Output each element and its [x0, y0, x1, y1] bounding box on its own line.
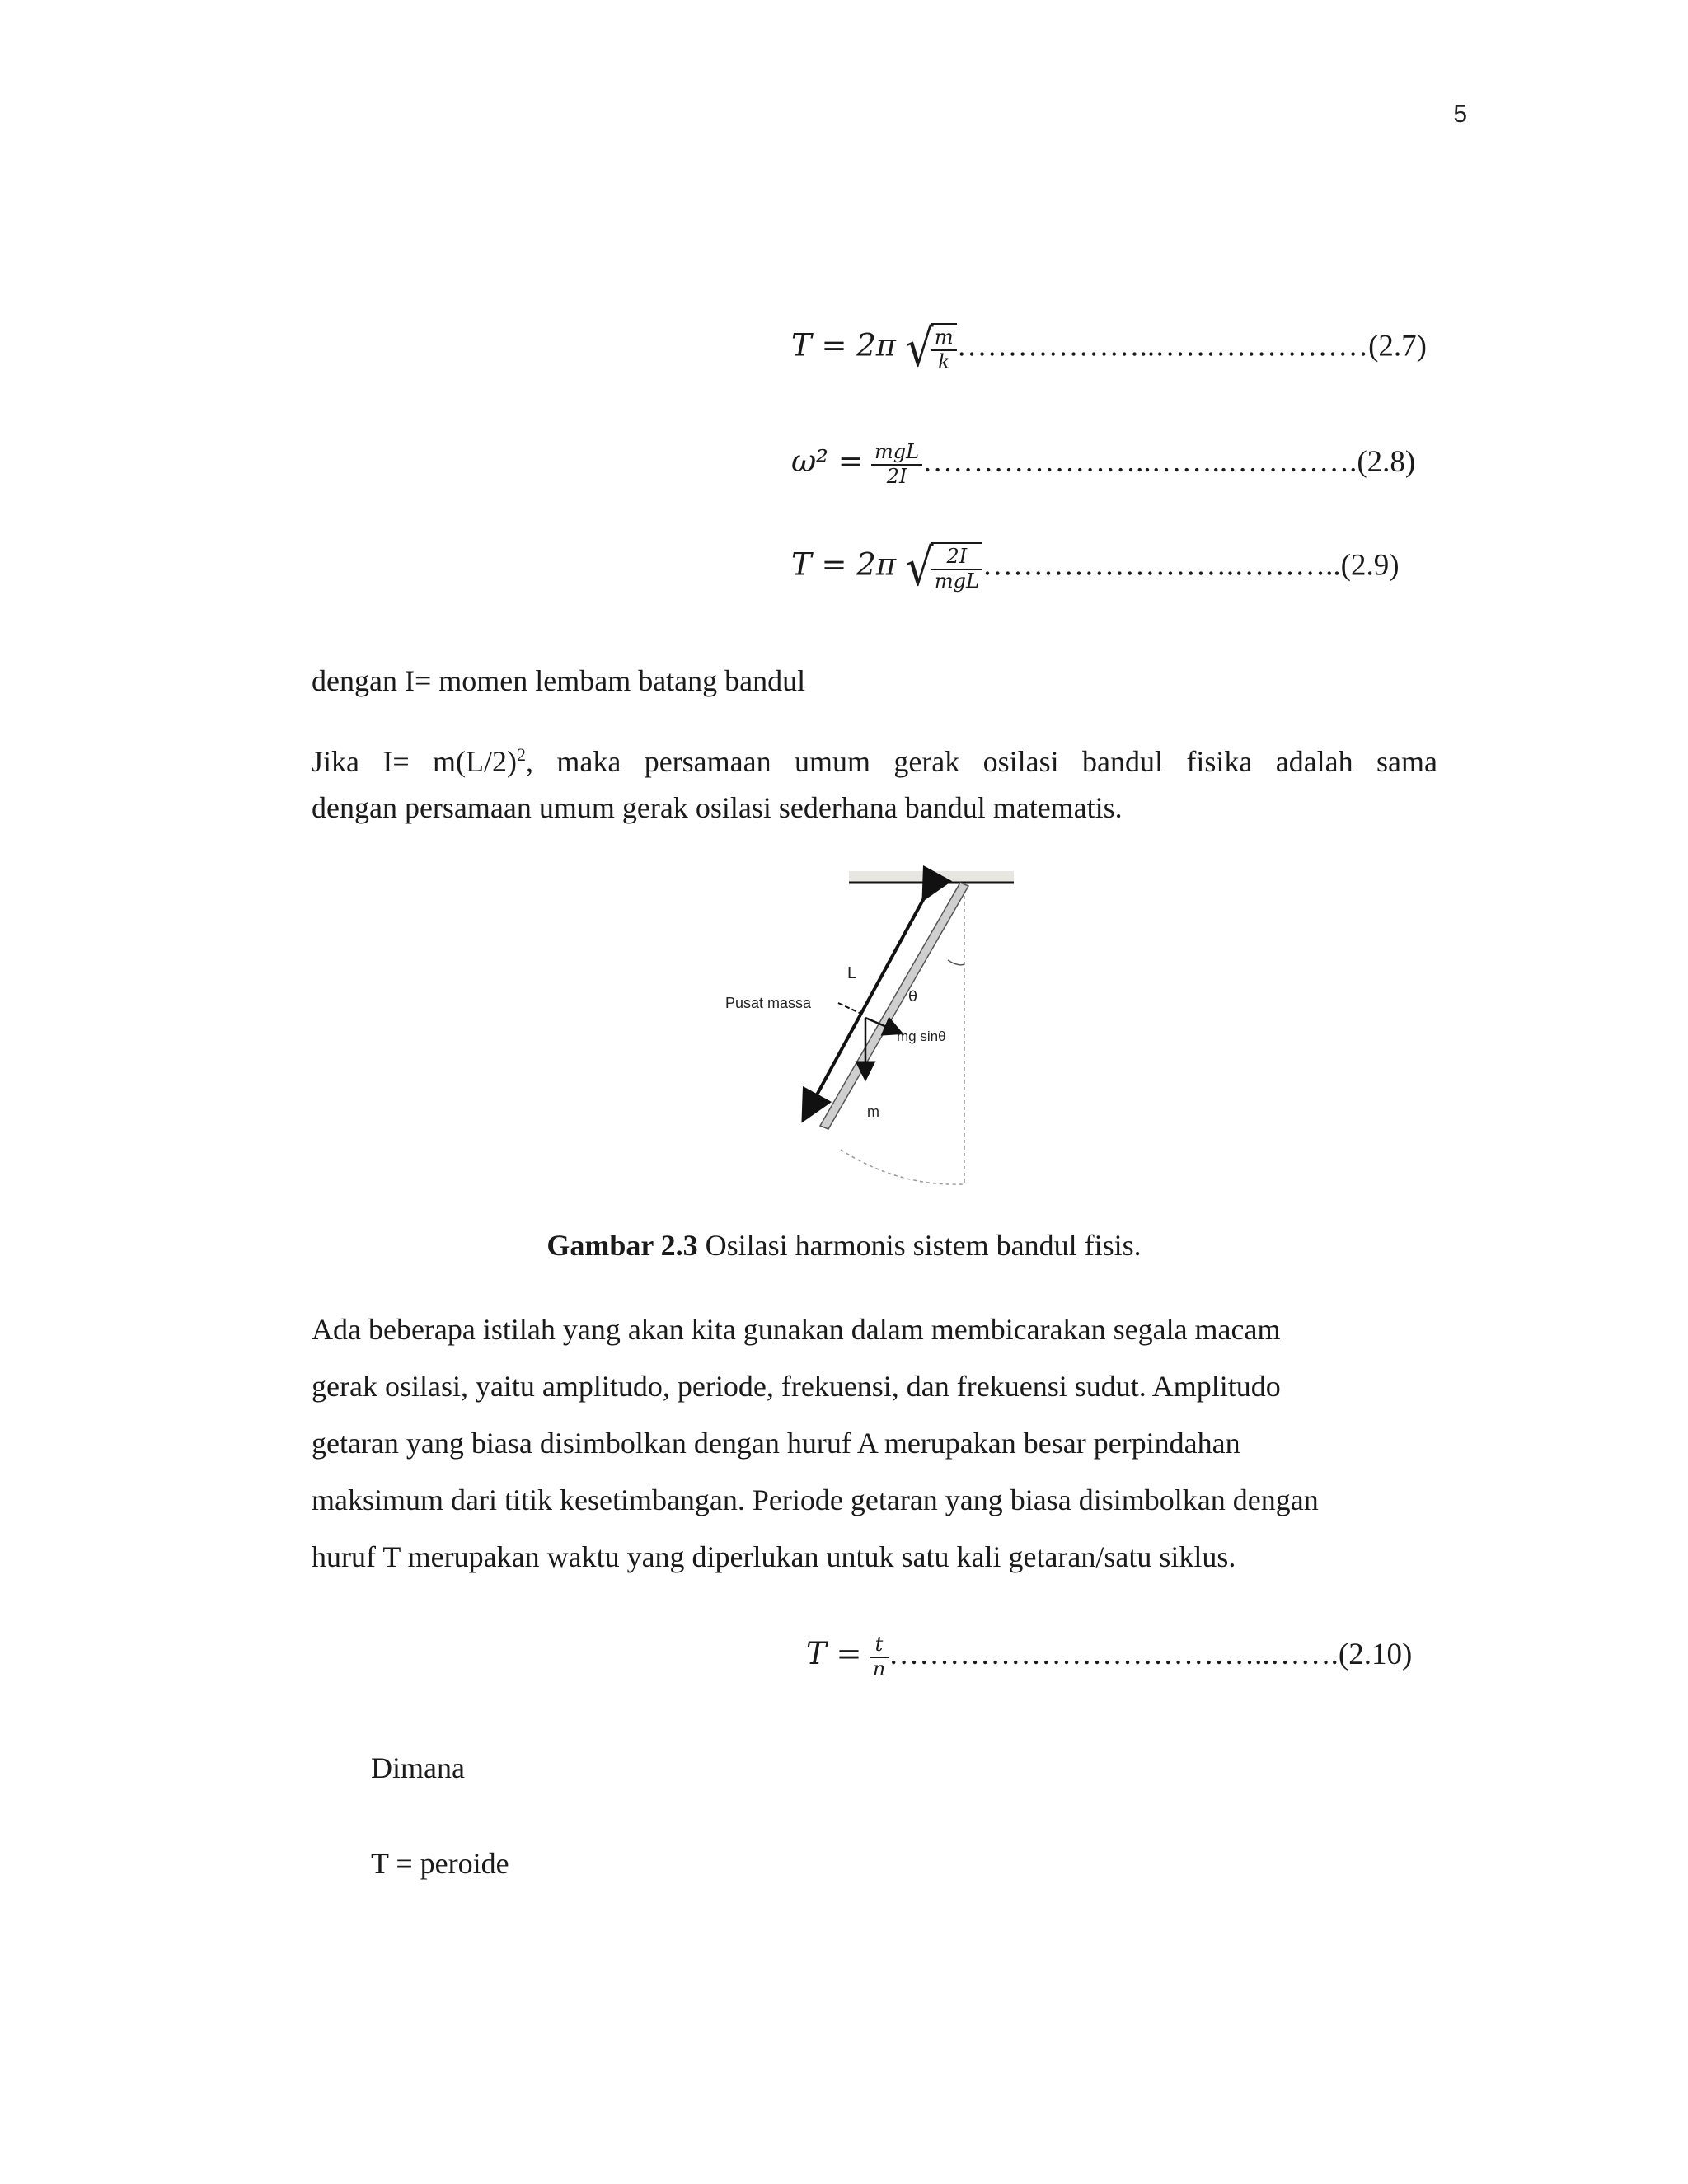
- leader-dots: …………………….………..: [982, 548, 1341, 583]
- equation-number: (2.8): [1357, 445, 1416, 480]
- sqrt-symbol: √ $\frac{m}{k}$: [903, 323, 956, 374]
- equation-number: (2.7): [1368, 329, 1427, 363]
- equation-lhs: T = 2π: [791, 546, 897, 583]
- center-mass-pointer: [838, 1003, 861, 1014]
- fraction-numerator: m: [931, 326, 957, 351]
- fraction-denominator: mgL: [934, 569, 979, 593]
- equation-lhs: ω² =: [791, 443, 864, 480]
- swing-arc: [841, 1150, 964, 1184]
- text-run: , maka persamaan umum gerak osilasi bandul fisika adalah sama: [526, 745, 1437, 778]
- pendulum-rod: [820, 883, 968, 1129]
- label-mass: m: [867, 1104, 879, 1120]
- superscript: 2: [517, 744, 526, 765]
- fraction-denominator: k: [937, 350, 950, 373]
- equation-2-9: [791, 537, 1400, 598]
- equation-2-10: [806, 1633, 1412, 1680]
- leader-dots: …………………..……..………….: [922, 445, 1357, 480]
- label-theta: θ: [908, 988, 918, 1005]
- fraction-denominator: 2I: [886, 464, 907, 488]
- page-number: 5: [1453, 101, 1467, 128]
- paragraph-line-5: huruf T merupakan waktu yang diperlukan untuk satu kali getaran/satu siklus.: [312, 1540, 1236, 1573]
- angle-arc: [948, 960, 964, 965]
- equation-2-7: [791, 318, 1427, 378]
- sqrt-symbol: √ $\frac{2I}{\text{mgL}}$: [903, 542, 982, 593]
- variable-definition: T = peroide: [371, 1847, 509, 1880]
- dimana-label: Dimana: [371, 1751, 465, 1784]
- fraction-denominator: n: [872, 1657, 886, 1680]
- caption-text: Osilasi harmonis sistem bandul fisis.: [697, 1229, 1142, 1262]
- text-run: Jika I= m(L/2): [312, 745, 517, 778]
- label-pusat-massa: Pusat massa: [725, 995, 812, 1011]
- paragraph-jika-line2: dengan persamaan umum gerak osilasi sederhana bandul matematis.: [312, 791, 1123, 824]
- fraction-numerator: mgL: [871, 441, 922, 466]
- equation-number: (2.10): [1338, 1638, 1413, 1672]
- paragraph-line-1: Ada beberapa istilah yang akan kita gunakan dalam membicarakan segala macam: [312, 1313, 1281, 1346]
- definition-line: dengan I= momen lembam batang bandul: [312, 664, 806, 697]
- equation-lhs: T = 2π: [791, 327, 897, 363]
- equation-lhs: T =: [806, 1636, 862, 1672]
- label-force: mg sinθ: [897, 1029, 946, 1044]
- caption-label: Gambar 2.3: [546, 1229, 698, 1262]
- paragraph-line-4: maksimum dari titik kesetimbangan. Periode getaran yang biasa disimbolkan dengan: [312, 1483, 1319, 1516]
- paragraph-line-3: getaran yang biasa disimbolkan dengan huruf A merupakan besar perpindahan: [312, 1427, 1240, 1460]
- fraction-numerator: 2I: [931, 546, 982, 570]
- paragraph-line-2: gerak osilasi, yaitu amplitudo, periode, frekuensi, dan frekuensi sudut. Amplitudo: [312, 1370, 1281, 1403]
- leader-dots: ………………..…………………: [956, 329, 1369, 363]
- ceiling-support: [849, 871, 1014, 883]
- leader-dots: ………………………………..…….: [889, 1638, 1339, 1672]
- figure-caption: [0, 1228, 1688, 1263]
- label-length: L: [847, 964, 857, 982]
- equation-2-8: [791, 441, 1415, 488]
- pendulum-figure: [725, 861, 1187, 1191]
- fraction-numerator: t: [870, 1633, 889, 1658]
- paragraph-jika-line1: [312, 746, 1437, 776]
- equation-number: (2.9): [1340, 548, 1400, 583]
